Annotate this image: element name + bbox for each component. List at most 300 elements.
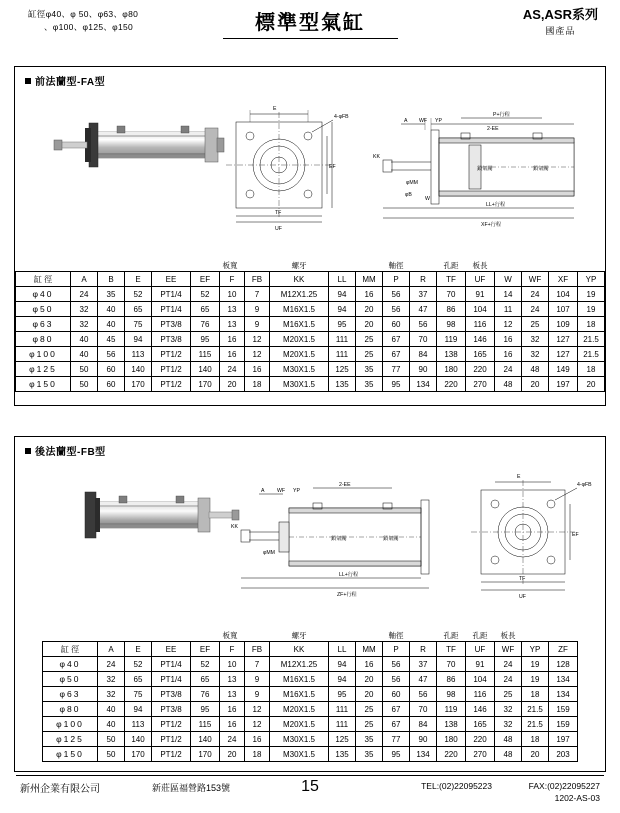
table-cell: 90 (410, 362, 437, 377)
table-cell: 52 (125, 287, 152, 302)
table-cell: 67 (383, 347, 410, 362)
table-cell: PT1/4 (152, 287, 191, 302)
table-cell: 220 (466, 732, 495, 747)
origin-label: 國產品 (545, 26, 576, 36)
bullet-icon (25, 78, 31, 84)
table-column-header: TF (437, 642, 466, 657)
table-cell: 25 (495, 687, 522, 702)
svg-text:φMM: φMM (406, 180, 419, 186)
table-cell: M20X1.5 (270, 702, 329, 717)
table-cell: 16 (220, 702, 245, 717)
table-cell: 20 (356, 672, 383, 687)
table-cell: 52 (191, 287, 220, 302)
table-group-header: 螺牙 (291, 631, 307, 640)
table-group-header-row (43, 630, 578, 642)
table-cell: 65 (191, 672, 220, 687)
table-cell: 52 (125, 657, 152, 672)
page-footer (0, 775, 620, 809)
table-cell: 40 (98, 302, 125, 317)
table-cell: 7 (245, 287, 270, 302)
company-name: 新州企業有限公司 (20, 784, 100, 795)
table-group-header-row (16, 260, 605, 272)
table-cell: 127 (549, 332, 578, 347)
title-underline (223, 38, 398, 39)
table-cell: 12 (245, 702, 270, 717)
table-cell: 24 (522, 302, 549, 317)
table-cell: 94 (329, 672, 356, 687)
table-cell: PT3/8 (152, 702, 191, 717)
table-cell-bore: φ100 (43, 717, 98, 732)
table-cell: 270 (466, 747, 495, 762)
table-cell: 104 (549, 287, 578, 302)
table-cell: PT3/8 (152, 687, 191, 702)
table-cell: 138 (437, 717, 466, 732)
table-cell: 119 (437, 332, 466, 347)
table-cell: M30X1.5 (270, 732, 329, 747)
table-cell: 98 (437, 317, 466, 332)
table-cell: PT3/8 (152, 332, 191, 347)
table-cell: 65 (125, 672, 152, 687)
table-cell: 50 (98, 732, 125, 747)
svg-text:φB: φB (405, 192, 412, 198)
table-group-header-spacer (125, 260, 152, 272)
table-cell-bore: φ100 (16, 347, 71, 362)
table-fb (42, 630, 578, 762)
table-column-header: YP (578, 272, 605, 287)
table-row (16, 302, 605, 317)
table-group-header-spacer (16, 260, 71, 272)
table-cell: 37 (410, 657, 437, 672)
table-cell: 48 (495, 377, 522, 392)
table-cell: 9 (245, 302, 270, 317)
table-group-header-spacer (522, 260, 549, 272)
table-group-header-spacer (98, 260, 125, 272)
table-group-header-spacer (329, 630, 356, 642)
table-cell: 25 (356, 717, 383, 732)
table-cell: 40 (98, 717, 125, 732)
table-cell: 20 (356, 302, 383, 317)
table-cell: 19 (578, 287, 605, 302)
table-column-header: F (220, 272, 245, 287)
table-cell: M20X1.5 (270, 717, 329, 732)
table-cell: 70 (410, 702, 437, 717)
table-cell: 47 (410, 672, 437, 687)
table-column-header: 缸 徑 (43, 642, 98, 657)
svg-text:LL+行程: LL+行程 (486, 202, 506, 208)
table-group-header: 孔距 (443, 631, 459, 640)
table-cell: M16X1.5 (270, 672, 329, 687)
table-group-header-spacer (522, 630, 549, 642)
svg-text:YP: YP (435, 118, 442, 124)
table-cell: 203 (549, 747, 578, 762)
table-cell-bore: φ125 (43, 732, 98, 747)
table-column-header: WF (522, 272, 549, 287)
table-row (16, 362, 605, 377)
table-column-header: EF (191, 642, 220, 657)
table-group-header-spacer (329, 260, 356, 272)
table-cell: 37 (410, 287, 437, 302)
table-cell: 52 (191, 657, 220, 672)
table-cell: 24 (98, 657, 125, 672)
table-cell: 25 (356, 332, 383, 347)
table-cell-bore: φ150 (16, 377, 71, 392)
table-cell-bore: φ50 (16, 302, 71, 317)
table-column-header: KK (270, 642, 329, 657)
table-cell: 24 (71, 287, 98, 302)
table-cell: 32 (71, 317, 98, 332)
svg-text:P+行程: P+行程 (493, 112, 510, 118)
table-cell: PT1/2 (152, 377, 191, 392)
table-cell: 9 (245, 672, 270, 687)
svg-text:YP: YP (293, 488, 300, 494)
svg-text:φMM: φMM (263, 550, 276, 556)
table-cell: 25 (356, 347, 383, 362)
table-cell: 18 (578, 317, 605, 332)
table-cell: 40 (98, 317, 125, 332)
table-cell-bore: φ125 (16, 362, 71, 377)
svg-text:EF: EF (572, 532, 579, 538)
table-cell: M20X1.5 (270, 332, 329, 347)
table-cell-bore: φ80 (16, 332, 71, 347)
table-cell: 32 (495, 702, 522, 717)
table-cell: 13 (220, 302, 245, 317)
table-cell-bore: φ80 (43, 702, 98, 717)
table-cell: 116 (466, 687, 495, 702)
table-column-header: EF (191, 272, 220, 287)
table-cell: M16X1.5 (270, 302, 329, 317)
table-cell: 140 (191, 732, 220, 747)
table-group-header: 板寬 (222, 261, 238, 270)
table-cell: PT1/2 (152, 747, 191, 762)
table-cell: 40 (71, 332, 98, 347)
svg-text:WF: WF (419, 118, 428, 124)
table-cell: 16 (245, 732, 270, 747)
table-cell: 111 (329, 717, 356, 732)
table-cell: 47 (410, 302, 437, 317)
table-cell: 84 (410, 347, 437, 362)
table-cell: 56 (383, 672, 410, 687)
table-cell: 180 (437, 732, 466, 747)
table-cell: 113 (125, 347, 152, 362)
table-cell: 140 (125, 362, 152, 377)
svg-text:鎖氣閥: 鎖氣閥 (533, 166, 549, 172)
svg-text:ZF+行程: ZF+行程 (337, 592, 357, 598)
svg-text:EF: EF (329, 164, 336, 170)
section-fb-title-text: 後法蘭型-FB型 (35, 447, 106, 458)
header-bore-line1: 缸徑φ40、φ 50、φ63、φ80 (28, 9, 139, 19)
table-column-header: WF (495, 642, 522, 657)
table-cell: 7 (245, 657, 270, 672)
telephone: TEL:(02)22095223 (421, 781, 492, 791)
table-cell: 19 (522, 657, 549, 672)
table-cell: 170 (125, 747, 152, 762)
table-row (16, 317, 605, 332)
table-cell: 65 (125, 302, 152, 317)
table-cell: 220 (437, 747, 466, 762)
table-cell: 56 (383, 657, 410, 672)
table-group-header: 軸徑 (388, 261, 404, 270)
table-cell: 45 (98, 332, 125, 347)
svg-text:UF: UF (519, 594, 526, 600)
table-cell: 25 (356, 702, 383, 717)
table-group-header-spacer (152, 260, 191, 272)
table-cell: 220 (437, 377, 466, 392)
table-cell: 170 (125, 377, 152, 392)
table-cell: 40 (71, 347, 98, 362)
table-column-header: F (220, 642, 245, 657)
table-cell: M16X1.5 (270, 687, 329, 702)
table-column-header: ZF (549, 642, 578, 657)
table-cell: 13 (220, 317, 245, 332)
table-column-header: YP (522, 642, 549, 657)
table-row (43, 702, 578, 717)
svg-text:4-φFB: 4-φFB (577, 482, 592, 488)
table-cell: 165 (466, 347, 495, 362)
table-cell: 18 (245, 377, 270, 392)
table-cell: 125 (329, 732, 356, 747)
table-cell: M20X1.5 (270, 347, 329, 362)
header-bore-line2: 、φ100、φ125、φ150 (44, 22, 134, 32)
section-front-flange (14, 66, 606, 406)
table-cell: 18 (578, 362, 605, 377)
table-cell: 24 (220, 362, 245, 377)
table-group-header-spacer (125, 630, 152, 642)
table-cell: 20 (522, 747, 549, 762)
table-cell: 140 (125, 732, 152, 747)
table-cell: 32 (98, 687, 125, 702)
table-cell: 24 (522, 287, 549, 302)
table-column-header: UF (466, 272, 495, 287)
table-cell: 56 (383, 287, 410, 302)
table-cell: 67 (383, 717, 410, 732)
svg-text:UF: UF (275, 226, 282, 232)
bullet-icon (25, 448, 31, 454)
table-cell: 138 (437, 347, 466, 362)
table-cell-bore: φ63 (43, 687, 98, 702)
table-cell: 50 (98, 747, 125, 762)
table-cell: 60 (383, 687, 410, 702)
table-cell: 48 (495, 732, 522, 747)
table-cell: 170 (191, 747, 220, 762)
table-group-header: 軸徑 (388, 631, 404, 640)
table-column-header: EE (152, 272, 191, 287)
table-cell: 21.5 (522, 702, 549, 717)
svg-text:TF: TF (519, 576, 526, 582)
table-cell-bore: φ40 (43, 657, 98, 672)
table-header-row (43, 642, 578, 657)
table-cell: 16 (245, 362, 270, 377)
table-cell: M30X1.5 (270, 362, 329, 377)
table-cell: 16 (220, 332, 245, 347)
drawing-fa-svg (21, 90, 601, 258)
table-cell: 94 (125, 702, 152, 717)
table-cell: 12 (245, 717, 270, 732)
svg-text:LL+行程: LL+行程 (339, 572, 359, 578)
footer-divider (16, 775, 604, 776)
table-cell: 32 (495, 717, 522, 732)
table-cell: 104 (466, 302, 495, 317)
table-cell: 70 (437, 657, 466, 672)
table-cell: 111 (329, 347, 356, 362)
fax: FAX:(02)22095227 (528, 781, 600, 791)
table-cell: 127 (549, 347, 578, 362)
table-cell: PT1/4 (152, 302, 191, 317)
table-cell: 134 (549, 672, 578, 687)
svg-text:鎖氣閥: 鎖氣閥 (383, 536, 399, 542)
table-group-header-spacer (71, 260, 98, 272)
table-cell: 48 (522, 362, 549, 377)
table-cell: 115 (191, 717, 220, 732)
table-cell: 67 (383, 332, 410, 347)
table-cell: 20 (522, 377, 549, 392)
section-rear-flange (14, 436, 606, 772)
table-cell-bore: φ40 (16, 287, 71, 302)
svg-text:2-EE: 2-EE (487, 126, 499, 132)
table-cell: 197 (549, 377, 578, 392)
svg-text:A: A (261, 488, 265, 494)
table-cell: 115 (191, 347, 220, 362)
table-cell: 12 (245, 347, 270, 362)
table-cell: 60 (383, 317, 410, 332)
table-cell: 11 (495, 302, 522, 317)
table-row (43, 717, 578, 732)
table-cell: 50 (71, 362, 98, 377)
table-column-header: LL (329, 272, 356, 287)
table-row (16, 287, 605, 302)
table-cell: 104 (466, 672, 495, 687)
table-cell: 20 (578, 377, 605, 392)
table-cell: 90 (410, 732, 437, 747)
table-column-header: A (71, 272, 98, 287)
svg-text:XF+行程: XF+行程 (481, 222, 502, 228)
table-cell: 32 (98, 672, 125, 687)
table-cell: PT1/2 (152, 717, 191, 732)
drawing-fa (21, 90, 599, 260)
table-cell: 159 (549, 702, 578, 717)
table-row (43, 747, 578, 762)
table-cell: 20 (356, 687, 383, 702)
table-row (43, 732, 578, 747)
table-cell: 146 (466, 332, 495, 347)
svg-text:W: W (425, 196, 430, 202)
svg-text:A: A (404, 118, 408, 124)
table-group-header-spacer (152, 630, 191, 642)
table-row (43, 657, 578, 672)
table-cell: 91 (466, 287, 495, 302)
table-cell: 50 (71, 377, 98, 392)
table-cell: 146 (466, 702, 495, 717)
table-group-header-spacer (549, 260, 578, 272)
table-cell: 21.5 (578, 332, 605, 347)
table-cell: 16 (356, 657, 383, 672)
table-column-header: 缸 徑 (16, 272, 71, 287)
table-cell: 95 (329, 317, 356, 332)
table-column-header: KK (270, 272, 329, 287)
section-fa-title-text: 前法蘭型-FA型 (35, 77, 106, 88)
svg-text:4-φFB: 4-φFB (334, 114, 349, 120)
table-cell: 94 (329, 657, 356, 672)
section-fa-title (15, 67, 605, 88)
table-cell: 40 (98, 702, 125, 717)
table-cell: 10 (220, 287, 245, 302)
table-group-header-spacer (43, 630, 98, 642)
table-cell: 16 (495, 347, 522, 362)
table-cell: 10 (220, 657, 245, 672)
drawing-fb-svg (21, 460, 601, 625)
table-cell: 75 (125, 687, 152, 702)
table-group-header-spacer (495, 260, 522, 272)
table-cell: 48 (495, 747, 522, 762)
table-column-header: XF (549, 272, 578, 287)
svg-text:TF: TF (275, 210, 282, 216)
table-cell: 60 (98, 377, 125, 392)
table-cell: 119 (437, 702, 466, 717)
table-cell: 270 (466, 377, 495, 392)
table-cell: 56 (410, 317, 437, 332)
table-cell: M12X1.25 (270, 657, 329, 672)
table-cell: 24 (495, 672, 522, 687)
table-cell: 111 (329, 332, 356, 347)
section-fb-title (15, 437, 605, 458)
table-cell: 134 (410, 747, 437, 762)
table-group-header-spacer (98, 630, 125, 642)
svg-text:2-EE: 2-EE (339, 482, 351, 488)
table-column-header: A (98, 642, 125, 657)
table-row (16, 377, 605, 392)
table-cell: 56 (410, 687, 437, 702)
table-cell: 24 (495, 362, 522, 377)
document-code: 1202-AS-03 (554, 793, 600, 803)
table-row (16, 332, 605, 347)
table-cell: 134 (410, 377, 437, 392)
page-header (0, 0, 620, 52)
svg-text:E: E (517, 474, 521, 480)
table-cell: 16 (356, 287, 383, 302)
table-row (43, 672, 578, 687)
page-number: 15 (301, 778, 319, 795)
table-column-header: R (410, 272, 437, 287)
svg-text:WF: WF (277, 488, 286, 494)
table-cell: 77 (383, 362, 410, 377)
table-cell: 12 (245, 332, 270, 347)
table-cell: 13 (220, 672, 245, 687)
table-column-header: FB (245, 272, 270, 287)
table-cell: 20 (220, 377, 245, 392)
table-cell: 165 (466, 717, 495, 732)
table-column-header: W (495, 272, 522, 287)
table-column-header: FB (245, 642, 270, 657)
table-cell: 98 (437, 687, 466, 702)
table-cell: M30X1.5 (270, 377, 329, 392)
table-cell: 76 (191, 317, 220, 332)
table-cell: 91 (466, 657, 495, 672)
table-cell: PT1/2 (152, 732, 191, 747)
table-cell: 70 (410, 332, 437, 347)
table-cell: 20 (220, 747, 245, 762)
table-cell: 9 (245, 687, 270, 702)
table-cell: 24 (220, 732, 245, 747)
drawing-fb (21, 460, 599, 630)
svg-text:鎖氣閥: 鎖氣閥 (477, 166, 493, 172)
table-column-header: LL (329, 642, 356, 657)
table-cell: 18 (522, 732, 549, 747)
svg-text:KK: KK (373, 154, 380, 160)
table-cell: 84 (410, 717, 437, 732)
table-group-header: 板長 (500, 631, 516, 640)
table-cell: PT1/2 (152, 347, 191, 362)
table-cell: 180 (437, 362, 466, 377)
svg-text:KK: KK (231, 524, 238, 530)
